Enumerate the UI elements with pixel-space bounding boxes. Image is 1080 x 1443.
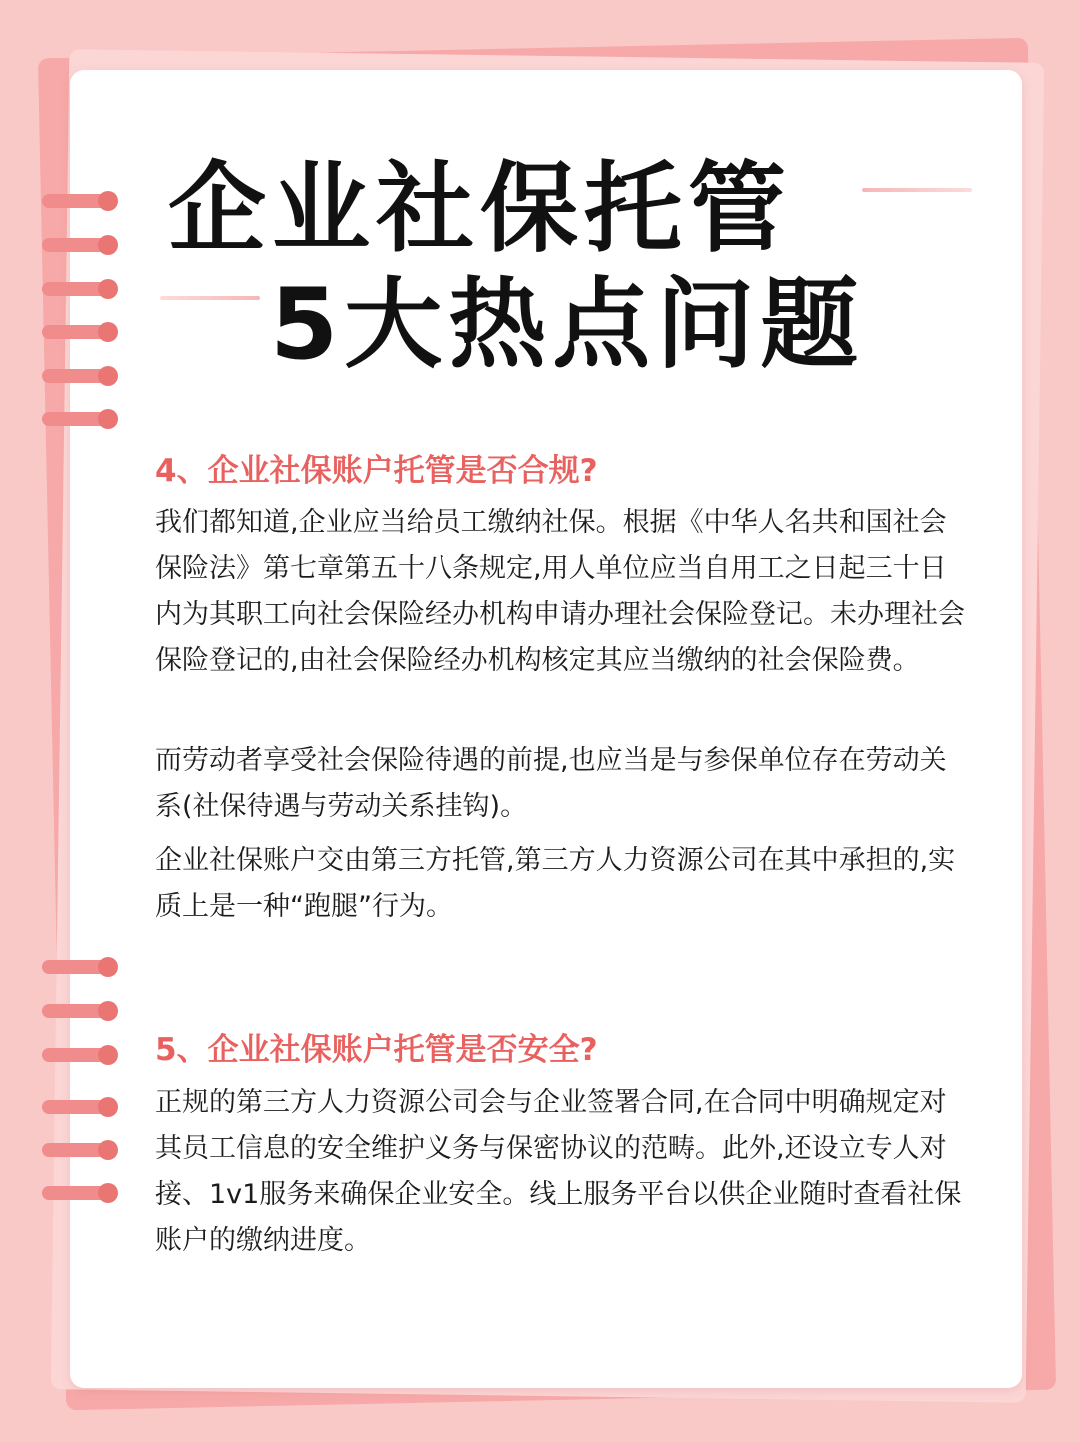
binder-ring (42, 282, 116, 296)
binder-ring (42, 325, 116, 339)
binder-ring (42, 1186, 116, 1200)
page-title-line-1: 企业社保托管 (168, 152, 793, 266)
section-4-paragraph-1: 我们都知道,企业应当给员工缴纳社保。根据《中华人名共和国社会保险法》第七章第五十八条规定,用人单位应当自用工之日起三十日内为其职工向社会保险经办机构申请办理社会保险登记。未办理社会保险登记的,由社会保险经办机构核定其应当缴纳的社会保险费。 (155, 507, 965, 676)
binder-ring (42, 1143, 116, 1157)
binder-ring (42, 1004, 116, 1018)
binder-ring (42, 960, 116, 974)
section-title-5: 5、企业社保账户托管是否安全? (155, 1032, 598, 1068)
binder-ring (42, 1048, 116, 1062)
section-4-paragraph-2: 而劳动者享受社会保险待遇的前提,也应当是与参保单位存在劳动关系(社保待遇与劳动关系挂钩)。 (155, 745, 947, 822)
binder-ring (42, 194, 116, 208)
binder-ring (42, 369, 116, 383)
binder-ring (42, 1100, 116, 1114)
binder-ring (42, 238, 116, 252)
section-5-paragraph-1: 正规的第三方人力资源公司会与企业签署合同,在合同中明确规定对其员工信息的安全维护义务与保密协议的范畴。此外,还设立专人对接、1v1服务来确保企业安全。线上服务平台以供企业随时查看社保账户的缴纳进度。 (155, 1087, 962, 1256)
section-title-4: 4、企业社保账户托管是否合规? (155, 453, 598, 489)
title-deco-line-left (160, 296, 260, 300)
section-4-paragraph-3: 企业社保账户交由第三方托管,第三方人力资源公司在其中承担的,实质上是一种“跑腿”行为。 (155, 845, 956, 922)
binder-ring (42, 412, 116, 426)
page-title-line-2: 5大热点问题 (270, 268, 865, 382)
